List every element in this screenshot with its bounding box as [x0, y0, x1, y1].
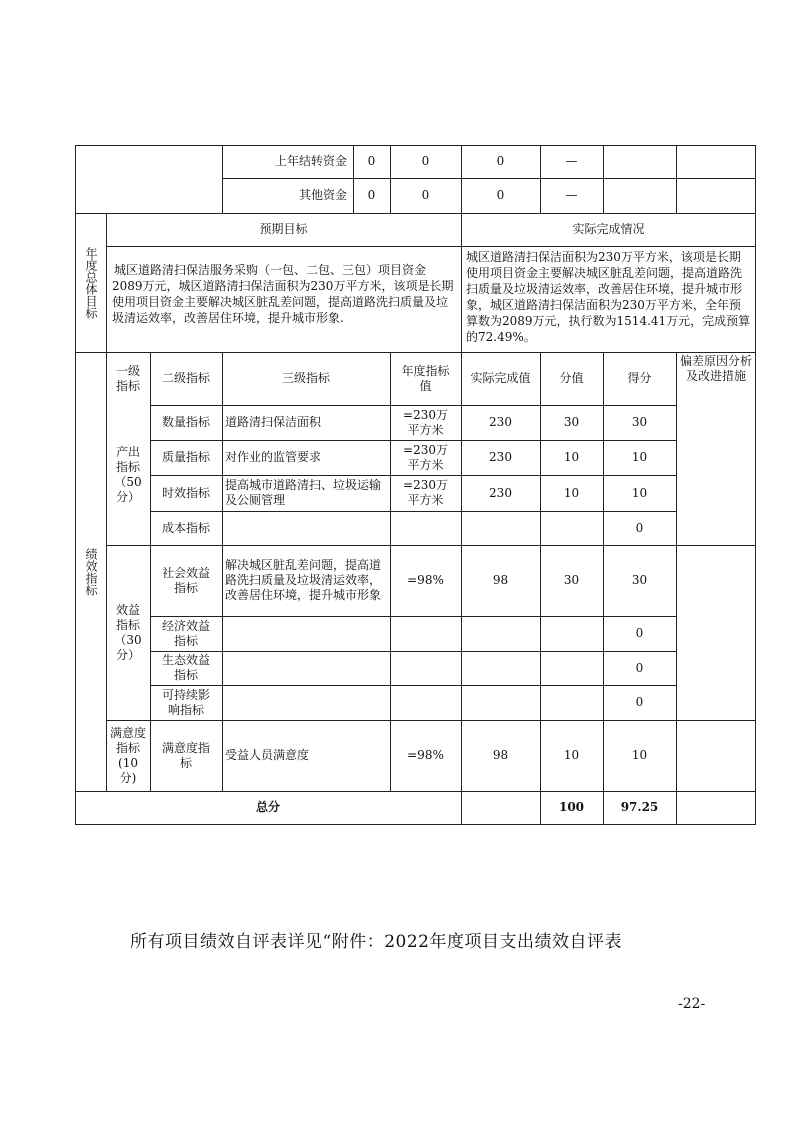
target-value	[390, 651, 461, 685]
funding-value: 0	[367, 188, 376, 202]
annual-goal-label: 年度总体目标	[84, 246, 98, 319]
target-value	[390, 616, 461, 651]
l3-indicator	[222, 685, 390, 720]
actual-value: 98	[492, 573, 509, 587]
group-satisfaction: 满意度指标(10分)	[110, 725, 147, 785]
total-label: 总分	[255, 800, 280, 814]
target-value: =98%	[407, 573, 444, 587]
l2-indicator: 满意度指标	[162, 740, 211, 770]
funding-value: —	[565, 154, 578, 168]
score: 30	[631, 415, 648, 429]
header-level3: 三级指标	[281, 371, 330, 385]
l3-indicator: 提高城市道路清扫、垃圾运输及公厕管理	[225, 478, 382, 507]
group-output: 产出指标（50分）	[114, 445, 142, 504]
l2-indicator: 成本指标	[161, 520, 210, 535]
header-level2: 二级指标	[161, 371, 210, 385]
actual-value: 230	[489, 450, 512, 464]
actual-status-text: 城区道路清扫保洁面积为230万平方米，该项是长期使用项目资金主要解决城区脏乱差问题，提高道路洗扫质量及垃圾清运效率，改善居住环境，提升城市形象，城区道路清扫保洁面积为230万平方米，全年预算数为2089万元，执行数为1514.41万元，完成预算的72.49%。	[466, 250, 751, 344]
header-deviation: 偏差原因分析及改进措施	[679, 354, 752, 383]
header-actual: 实际完成值	[470, 371, 531, 385]
actual-value: 230	[489, 415, 512, 429]
header-target: 年度指标值	[401, 363, 450, 393]
score-value: 30	[563, 573, 580, 587]
total-value: 100	[558, 800, 585, 814]
score-value	[540, 511, 603, 545]
l2-indicator: 生态效益指标	[162, 653, 211, 682]
actual-value	[461, 616, 540, 651]
expected-goal-header: 预期目标	[259, 222, 308, 236]
footer-note: 所有项目绩效自评表详见“附件：2022年度项目支出绩效自评表	[130, 932, 622, 952]
target-value: =98%	[407, 748, 444, 762]
funding-value: 0	[496, 188, 505, 202]
actual-value: 230	[489, 485, 512, 500]
funding-value: 0	[421, 154, 430, 168]
target-value	[390, 685, 461, 720]
page-number: -22-	[678, 996, 706, 1012]
l3-indicator	[222, 651, 390, 685]
target-value: =230万平方米	[403, 407, 448, 437]
actual-value	[461, 685, 540, 720]
target-value: =230万平方米	[403, 478, 448, 507]
header-level1: 一级指标	[115, 363, 140, 393]
l2-indicator: 数量指标	[161, 415, 210, 429]
score-value: 10	[563, 748, 580, 762]
score-value	[540, 616, 603, 651]
l2-indicator: 社会效益指标	[162, 565, 211, 595]
l3-indicator: 解决城区脏乱差问题，提高道路洗扫质量及垃圾清运效率，改善居住环境，提升城市形象	[225, 558, 382, 602]
score: 0	[635, 520, 644, 535]
score: 30	[631, 573, 648, 587]
l2-indicator: 经济效益指标	[162, 618, 211, 648]
header-score: 得分	[627, 371, 652, 385]
score-value	[540, 651, 603, 685]
actual-value	[461, 651, 540, 685]
header-score-value: 分值	[559, 371, 584, 385]
funding-value: 0	[496, 154, 505, 168]
l3-indicator: 对作业的监管要求	[225, 450, 322, 464]
actual-status-header: 实际完成情况	[572, 222, 645, 236]
l2-indicator: 时效指标	[161, 485, 210, 500]
score-value: 10	[563, 450, 580, 464]
l3-indicator	[222, 616, 390, 651]
actual-value: 98	[492, 748, 509, 762]
score: 10	[631, 450, 648, 464]
actual-value	[461, 511, 540, 545]
l3-indicator	[222, 511, 390, 545]
l2-indicator: 可持续影响指标	[162, 687, 211, 717]
funding-value: 0	[367, 154, 376, 168]
group-benefit: 效益指标（30分）	[114, 602, 142, 662]
l3-indicator: 受益人员满意度	[225, 748, 310, 762]
score: 0	[635, 626, 644, 640]
score: 0	[635, 695, 644, 709]
perf-indicator-label: 绩效指标	[84, 547, 98, 596]
score-value	[540, 685, 603, 720]
score: 0	[635, 660, 644, 675]
score: 10	[631, 748, 648, 762]
funding-value: —	[565, 188, 578, 202]
score-value: 10	[563, 485, 580, 500]
funding-label-other: 其他资金	[298, 188, 347, 202]
l2-indicator: 质量指标	[161, 450, 210, 464]
l3-indicator: 道路清扫保洁面积	[225, 415, 322, 429]
score-value: 30	[563, 415, 580, 429]
expected-goal-text: 城区道路清扫保洁服务采购（一包、二包、三包）项目资金2089万元，城区道路清扫保洁面积为230万平方米，该项是长期使用项目资金主要解决城区脏乱差问题，提高道路洗扫质量及垃圾清运效率，改善居住环境，提升城市形象.	[112, 263, 454, 325]
target-value: =230万平方米	[403, 442, 448, 472]
target-value	[390, 511, 461, 545]
funding-label-carryover: 上年结转资金	[274, 154, 347, 168]
total-score: 97.25	[620, 800, 659, 814]
funding-value: 0	[421, 188, 430, 202]
score: 10	[631, 485, 648, 500]
